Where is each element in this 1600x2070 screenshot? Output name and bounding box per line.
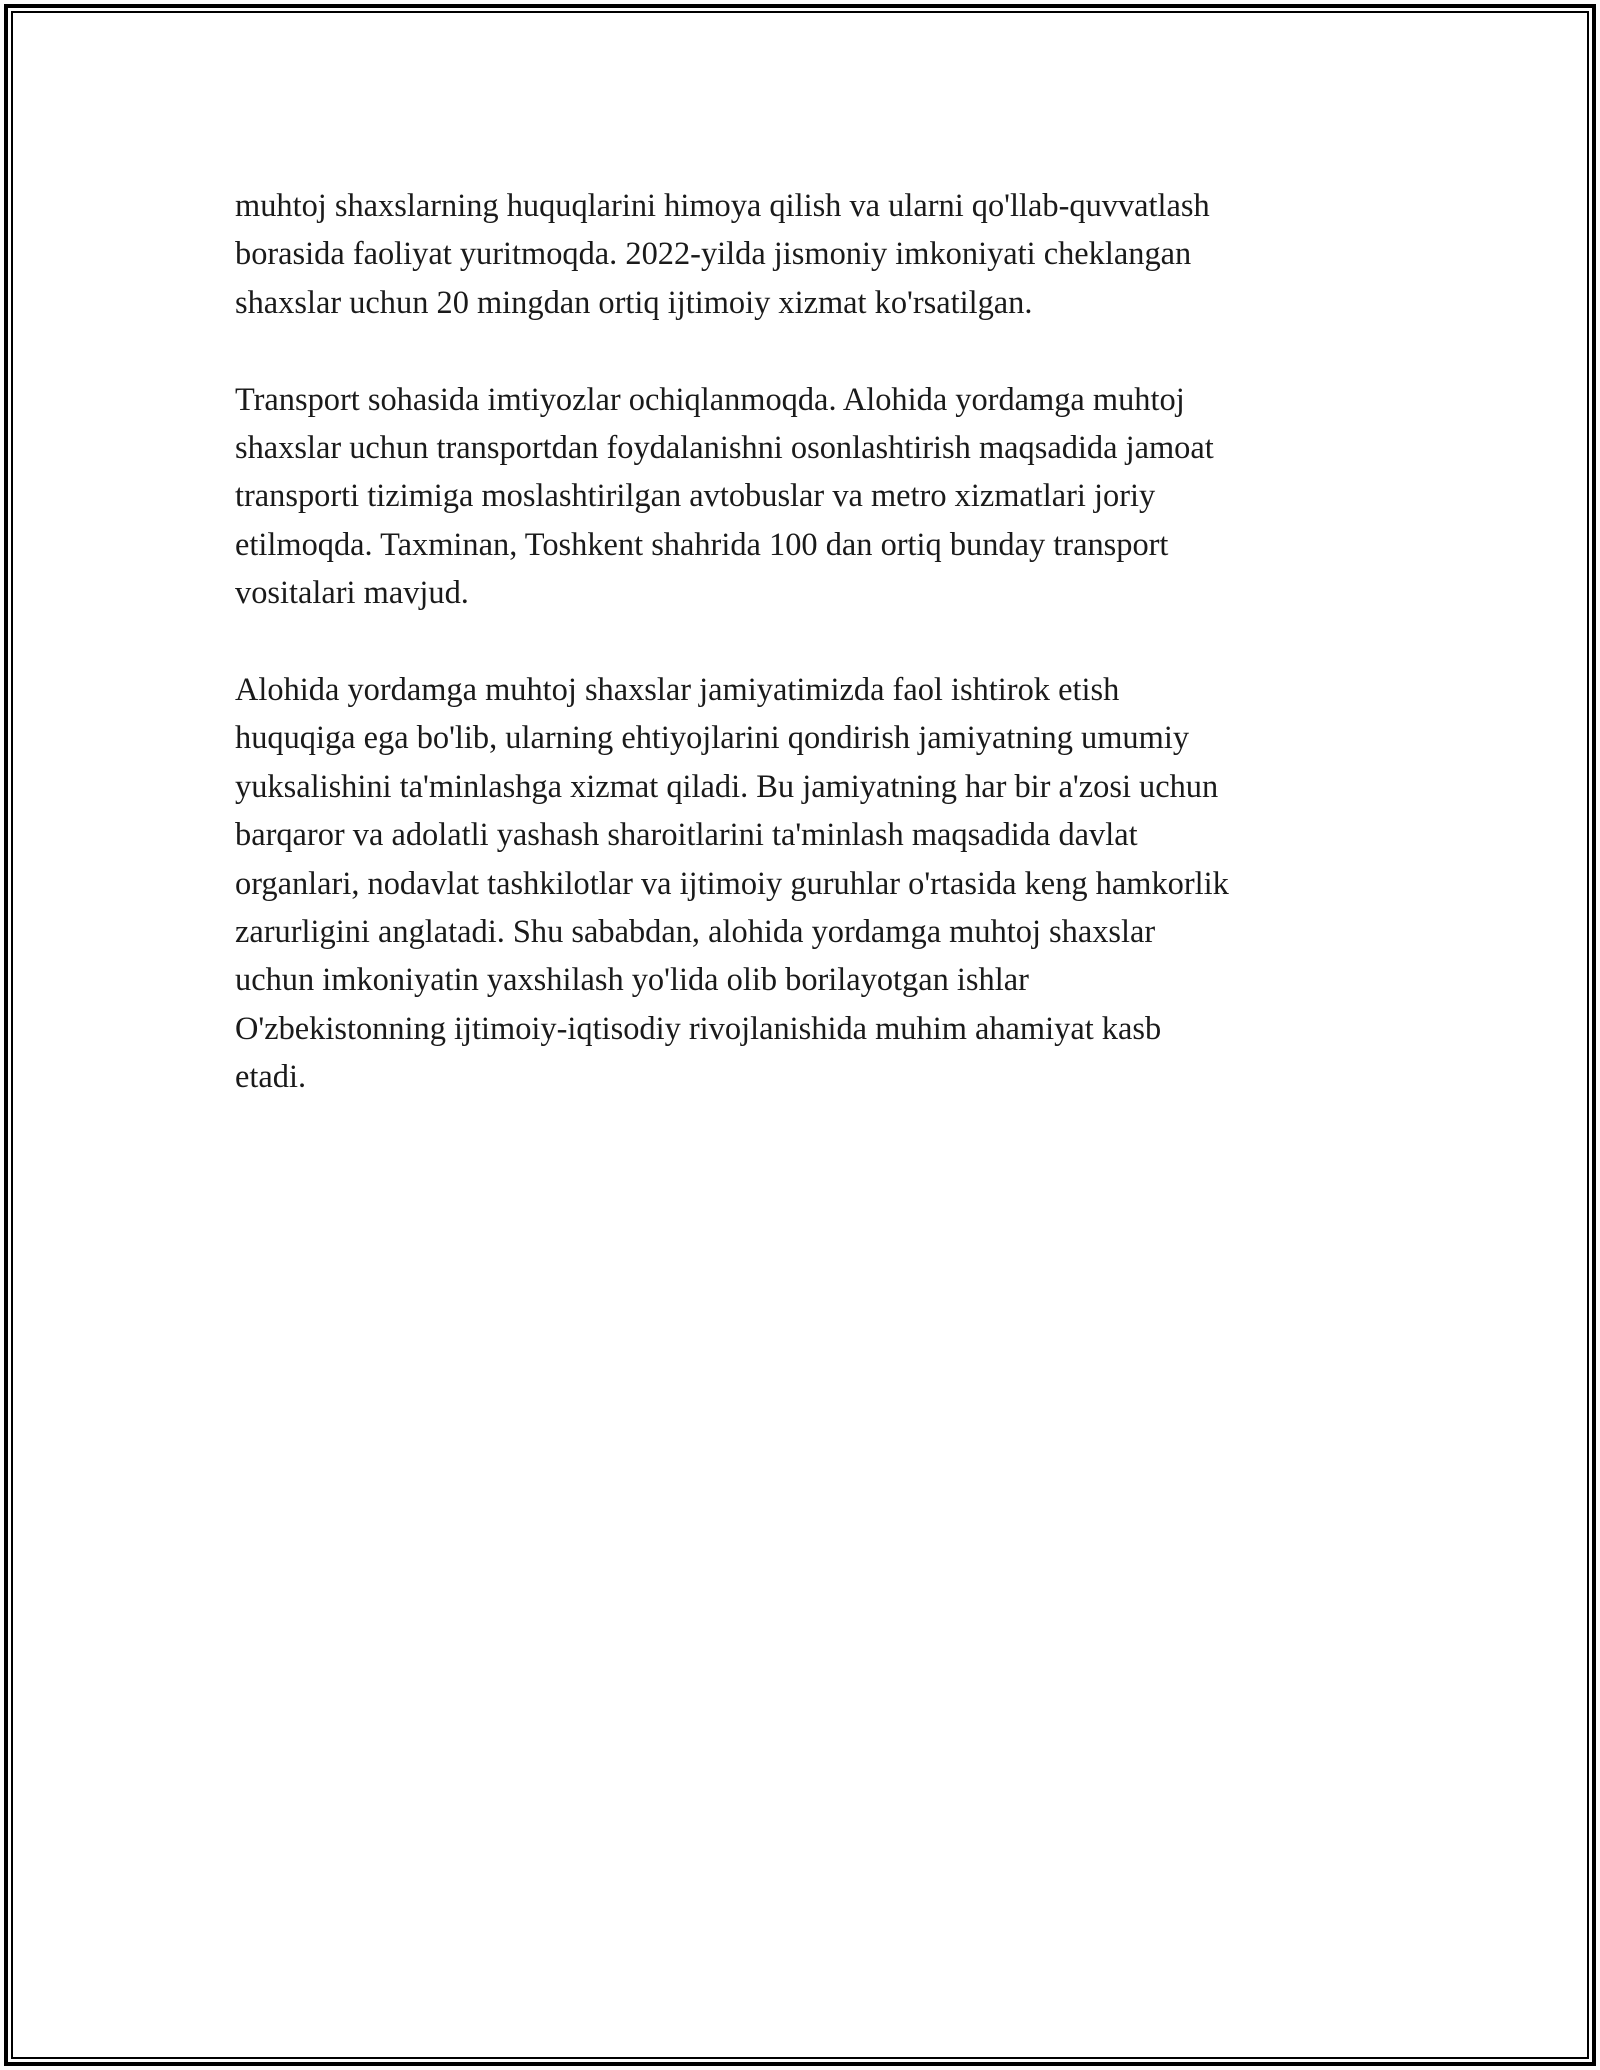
text-line: Transport sohasida imtiyozlar ochiqlanmoqda. Alohida yordamga muhtoj <box>235 381 1185 418</box>
text-line: zarurligini anglatadi. Shu sababdan, alohida yordamga muhtoj shaxslar <box>235 914 1156 951</box>
document-body <box>235 182 1385 1102</box>
paragraph-transport <box>235 376 1385 618</box>
text-line: transporti tizimiga moslashtirilgan avtobuslar va metro xizmatlari joriy <box>235 478 1156 515</box>
paragraph-conclusion <box>235 666 1385 1102</box>
text-line: huquqiga ega bo'lib, ularning ehtiyojlarini qondirish jamiyatning umumiy <box>235 720 1190 757</box>
text-line: uchun imkoniyatin yaxshilash yo'lida olib borilayotgan ishlar <box>235 962 1029 999</box>
text-line: vositalari mavjud. <box>235 575 469 612</box>
text-line: Alohida yordamga muhtoj shaxslar jamiyatimizda faol ishtirok etish <box>235 672 1120 709</box>
text-line: organlari, nodavlat tashkilotlar va ijtimoiy guruhlar o'rtasida keng hamkorlik <box>235 865 1229 902</box>
text-line: shaxslar uchun transportdan foydalanishni osonlashtirish maqsadida jamoat <box>235 430 1214 467</box>
text-line: etadi. <box>235 1059 307 1096</box>
text-line: O'zbekistonning ijtimoiy-iqtisodiy rivojlanishida muhim ahamiyat kasb <box>235 1010 1162 1047</box>
text-line: etilmoqda. Taxminan, Toshkent shahrida 100 dan ortiq bunday transport <box>235 526 1169 563</box>
text-line: shaxslar uchun 20 mingdan ortiq ijtimoiy xizmat ko'rsatilgan. <box>235 284 1033 321</box>
text-line: barqaror va adolatli yashash sharoitlarini ta'minlash maqsadida davlat <box>235 817 1138 854</box>
paragraph-social-services <box>235 182 1385 327</box>
text-line: yuksalishini ta'minlashga xizmat qiladi. Bu jamiyatning har bir a'zosi uchun <box>235 768 1219 805</box>
text-line: muhtoj shaxslarning huquqlarini himoya qilish va ularni qo'llab-quvvatlash <box>235 188 1210 224</box>
text-line: borasida faoliyat yuritmoqda. 2022-yilda jismoniy imkoniyati cheklangan <box>235 236 1192 273</box>
